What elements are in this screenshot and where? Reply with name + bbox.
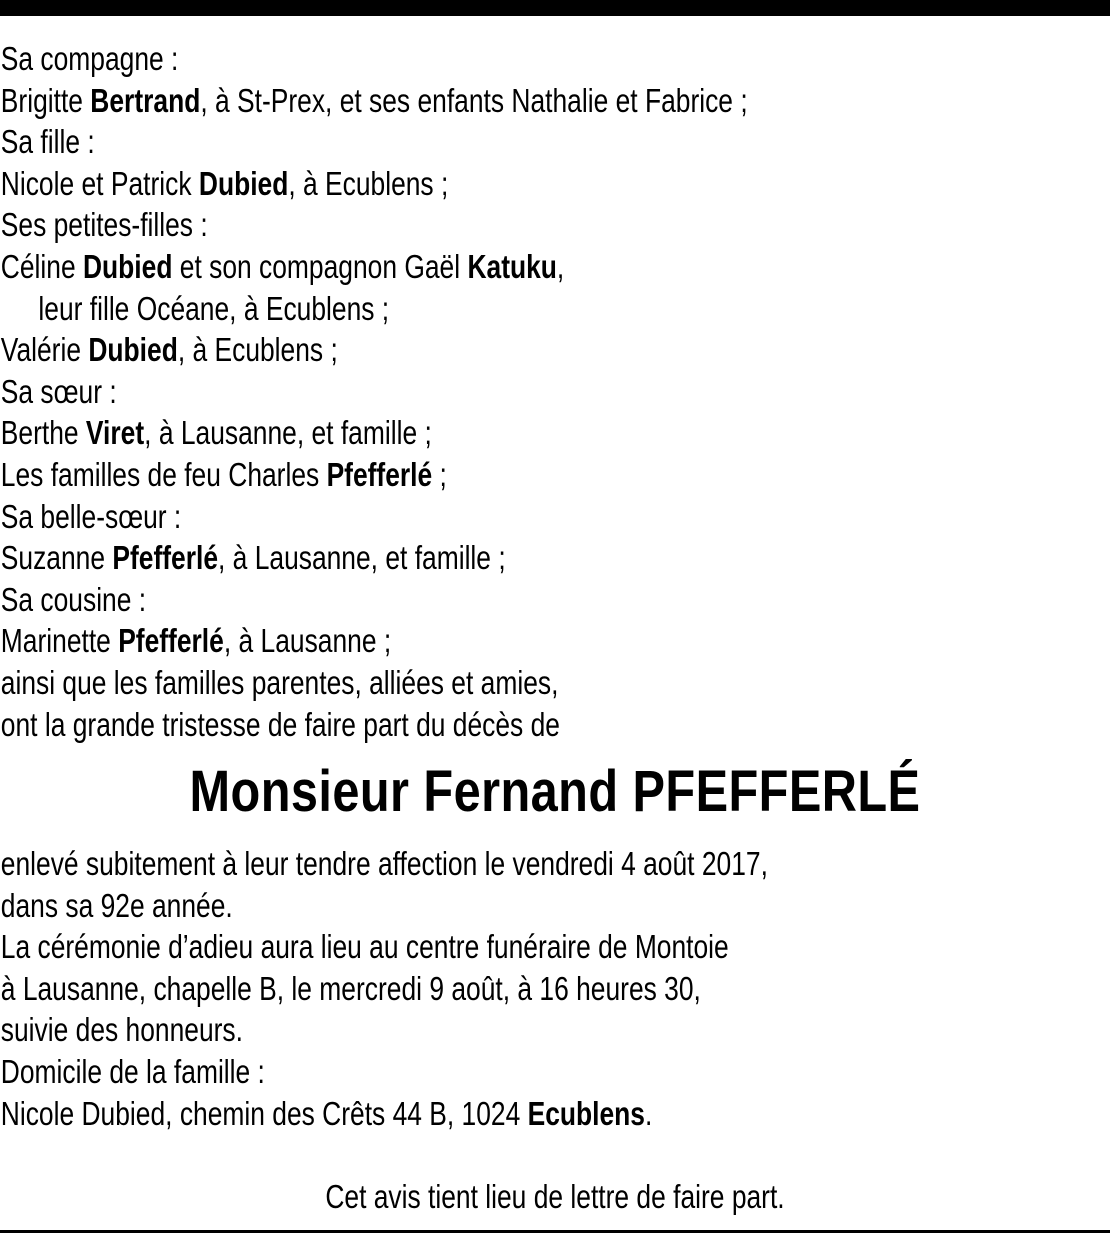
top-rule [0,0,1110,16]
family-line [0,121,888,163]
text-run: Valérie [0,331,89,369]
family-line [0,80,888,122]
family-line [0,454,888,496]
text-run: Ses petites-filles : [0,206,208,244]
text-run: suivie des honneurs. [0,1011,243,1049]
surname: Viret [85,414,145,452]
detail-line [0,1051,888,1093]
detail-line [0,968,888,1010]
surname: Pfefferlé [118,622,224,660]
text-run: Céline [0,247,83,285]
family-line [0,662,888,704]
family-line [0,496,888,538]
family-line [0,329,888,371]
detail-line [0,926,888,968]
family-line [0,620,888,662]
surname: Ecublens [527,1094,645,1132]
text-run: ainsi que les familles parentes, alliées et amies, [0,663,559,701]
text-run: Berthe [0,414,86,452]
surname: Pfefferlé [112,539,219,577]
surname: Pfefferlé [326,455,433,493]
text-run: enlevé subitement à leur tendre affection le vendredi 4 août 2017, [0,845,768,882]
family-line [0,579,888,621]
text-run: , à Ecublens ; [288,164,449,202]
text-run: et son compagnon Gaël [172,247,468,285]
surname: Dubied [88,331,178,369]
text-run: Nicole Dubied, chemin des Crêts 44 B, 1024 [0,1094,528,1132]
text-run: ; [432,455,447,493]
text-run: , à St-Prex, et ses enfants Nathalie et Fabrice ; [200,81,748,119]
text-run: Domicile de la famille : [0,1052,265,1090]
deceased-name: Monsieur Fernand PFEFFERLÉ [189,759,921,824]
text-run: Sa belle-sœur : [0,497,182,535]
detail-line [0,843,888,885]
surname: Dubied [82,247,173,285]
family-line [0,371,888,413]
text-run: Sa compagne : [0,40,179,77]
detail-line [0,885,888,927]
text-run: La cérémonie d’adieu aura lieu au centre funéraire de Montoie [0,928,729,966]
text-run: , à Lausanne, et famille ; [144,414,432,452]
text-run: Nicole et Patrick [0,164,199,202]
family-line [0,246,888,288]
family-line [0,38,888,80]
text-run: , à Ecublens ; [177,331,338,369]
text-run: Suzanne [0,539,113,577]
text-run: leur fille Océane, à Ecublens ; [38,289,390,327]
family-line [0,163,888,205]
text-run: Sa sœur : [0,372,117,410]
text-run: Sa fille : [0,123,95,161]
surname: Dubied [198,164,289,202]
text-run: , à Lausanne, et famille ; [218,539,506,577]
text-run: ont la grande tristesse de faire part du décès de [0,705,560,743]
family-line [0,704,888,746]
footer-note: Cet avis tient lieu de lettre de faire part. [325,1178,785,1215]
family-line [0,412,888,454]
surname: Bertrand [90,81,201,119]
detail-line [0,1093,888,1135]
text-run: Sa cousine : [0,580,147,618]
family-list [0,38,1110,745]
family-line [0,537,888,579]
text-run: Brigitte [0,81,91,119]
text-run: . [645,1094,653,1132]
family-line [0,204,888,246]
text-run: dans sa 92e année. [0,886,233,924]
detail-line [0,1009,888,1051]
text-run: Les familles de feu Charles [0,455,327,493]
family-line [0,288,888,330]
text-run: , à Lausanne ; [223,622,392,660]
text-run: Marinette [0,622,119,660]
surname: Katuku [467,247,557,285]
text-run: à Lausanne, chapelle B, le mercredi 9 août, à 16 heures 30, [0,969,701,1007]
bottom-rule [0,1230,1110,1233]
text-run: , [556,247,565,285]
ceremony-details [0,843,1110,1134]
